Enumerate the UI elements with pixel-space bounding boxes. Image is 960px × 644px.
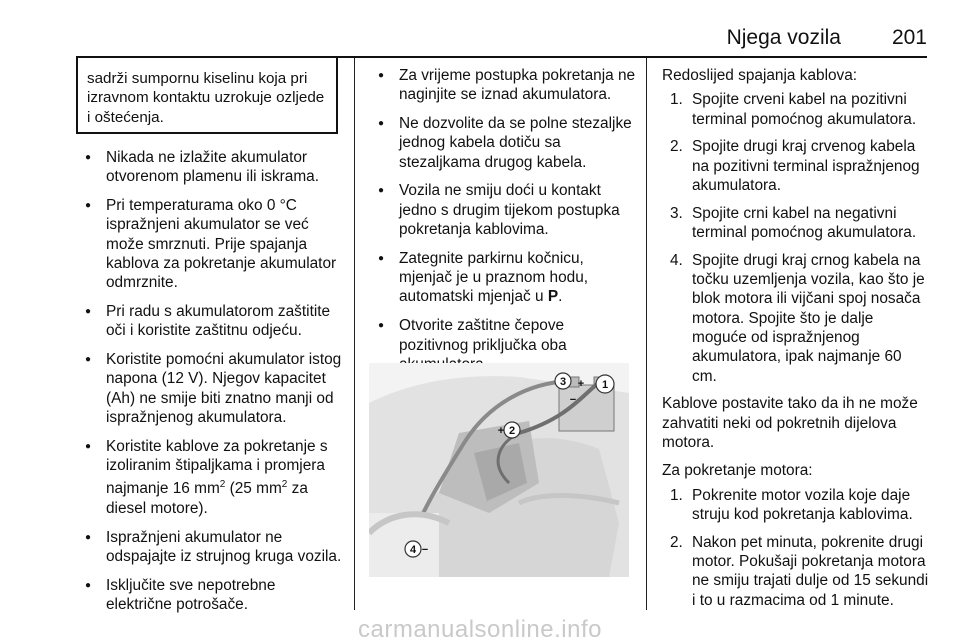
figure-label-3: 3 bbox=[559, 376, 567, 388]
column-1 bbox=[76, 148, 344, 624]
step-text: Spojite crni kabel na negativni terminal pomoćnog akumulatora. bbox=[692, 204, 917, 242]
section-title: Njega vozila bbox=[726, 26, 841, 49]
list-item bbox=[662, 251, 930, 386]
cable-text-a: Koristite kablove za pokretanje s izoliranim štipaljkama i promjera najmanje 16 mm bbox=[106, 437, 328, 498]
page-number: 201 bbox=[891, 26, 927, 49]
figure-plus-1: + bbox=[577, 378, 585, 390]
list-item: ● Isključite sve nepotrebne električne potrošače. bbox=[76, 576, 344, 615]
figure-label-2: 2 bbox=[508, 425, 516, 437]
precaution-list bbox=[369, 66, 637, 374]
step-number: 3. bbox=[670, 204, 683, 222]
list-item bbox=[662, 90, 930, 129]
list-item bbox=[369, 249, 637, 307]
connection-steps bbox=[662, 90, 930, 386]
gear-letter: P bbox=[547, 288, 559, 306]
step-number: 1. bbox=[670, 91, 683, 109]
figure-plus-2: + bbox=[497, 425, 505, 437]
step-number: 1. bbox=[670, 486, 683, 504]
start-intro: Za pokretanje motora: bbox=[662, 462, 813, 480]
page-header bbox=[0, 26, 927, 52]
list-item: ● Koristite pomoćni akumulator istog napona (12 V). Njegov kapacitet (Ah) ne smije biti znatno manji od ispražnjenog akumulatora. bbox=[76, 350, 344, 427]
parking-brake-text: Zategnite parkirnu kočnicu, mjenjač je u praznom hodu, automatski mjenjač u bbox=[399, 249, 589, 306]
cable-text-b: (25 mm bbox=[225, 480, 282, 498]
figure-label-1: 1 bbox=[601, 379, 609, 391]
list-item: ● Za vrijeme postupka pokretanja ne naginjite se iznad akumulatora. bbox=[369, 66, 637, 105]
step-text: Spojite crveni kabel na pozitivni terminal pomoćnog akumulatora. bbox=[692, 91, 917, 128]
list-item: ● Ne dozvolite da se polne stezaljke jednog kabela dotiču sa stezaljkama drugog kabela. bbox=[369, 114, 637, 172]
gear-suffix: . bbox=[558, 288, 563, 306]
connection-order-intro: Redoslijed spajanja kablova: bbox=[662, 67, 858, 84]
column-divider-2 bbox=[646, 58, 647, 610]
jump-start-figure bbox=[369, 363, 629, 577]
step-number: 2. bbox=[670, 138, 683, 156]
warning-text: sadrži sumpornu kiselinu koja pri izravnom kontaktu uzrokuje ozljede i oštećenja. bbox=[87, 70, 325, 126]
list-item bbox=[662, 533, 930, 610]
list-item: ● Otvorite zaštitne čepove pozitivnog priključka oba bbox=[369, 316, 637, 374]
list-item: ● Pri temperaturama oko 0 °C ispražnjeni akumulator se već može smrznuti. Prije spajanja kablova za pokretanje akumulator odmrznite. bbox=[76, 196, 344, 292]
list-item bbox=[662, 486, 930, 525]
cable-text-c: za diesel motore). bbox=[106, 480, 308, 517]
list-item: ● Nikada ne izlažite akumulator otvorenom plamenu ili iskrama. bbox=[76, 148, 344, 187]
start-steps bbox=[662, 486, 930, 610]
column-3 bbox=[662, 66, 930, 618]
step-text: Spojite drugi kraj crnog kabela na točku uzemljenja vozila, kao što je blok motora ili vijčani spoj nosača motora. Spojite što je dalje moguće od ispražnjenog akumulatora, ipak najmanje 60 cm. bbox=[692, 251, 925, 385]
step-number: 4. bbox=[670, 251, 683, 269]
list-item: ● Pri radu s akumulatorom zaštitite oči i koristite zaštitnu odjeću. bbox=[76, 302, 344, 341]
cable-placement-note: Kablove postavite tako da ih ne može zahvatiti neki od pokretnih dijelova motora. bbox=[662, 395, 918, 452]
list-item bbox=[662, 137, 930, 195]
step-text: Spojite drugi kraj crvenog kabela na pozitivni terminal ispražnjenog akumulatora. bbox=[692, 138, 920, 194]
engine-bay-illustration bbox=[369, 363, 629, 577]
step-number: 2. bbox=[670, 533, 683, 551]
list-item bbox=[76, 437, 344, 518]
warning-box bbox=[76, 58, 338, 134]
superscript: 2 bbox=[281, 479, 288, 491]
column-divider-1 bbox=[354, 58, 355, 610]
figure-minus-3: − bbox=[569, 394, 577, 406]
superscript: 2 bbox=[219, 479, 226, 491]
list-item: ● Vozila ne smiju doći u kontakt jedno s drugim tijekom postupka pokretanja kablovima. bbox=[369, 181, 637, 239]
safety-list bbox=[76, 148, 344, 614]
list-item bbox=[662, 204, 930, 243]
figure-label-4: 4 bbox=[409, 544, 417, 556]
column-2 bbox=[369, 66, 637, 384]
figure-minus: − bbox=[421, 544, 429, 556]
step-text: Pokrenite motor vozila koje daje struju kod pokretanja kablovima. bbox=[692, 486, 913, 523]
step-text: Nakon pet minuta, pokrenite drugi motor. Pokušaji pokretanja motora ne smiju trajati dulje od 15 sekundi i to u razmacima od 1 minute. bbox=[692, 533, 929, 609]
watermark: carmanualsonline.info bbox=[358, 616, 602, 643]
list-item: ● Ispražnjeni akumulator ne odspajajte iz strujnog kruga vozila. bbox=[76, 528, 344, 567]
